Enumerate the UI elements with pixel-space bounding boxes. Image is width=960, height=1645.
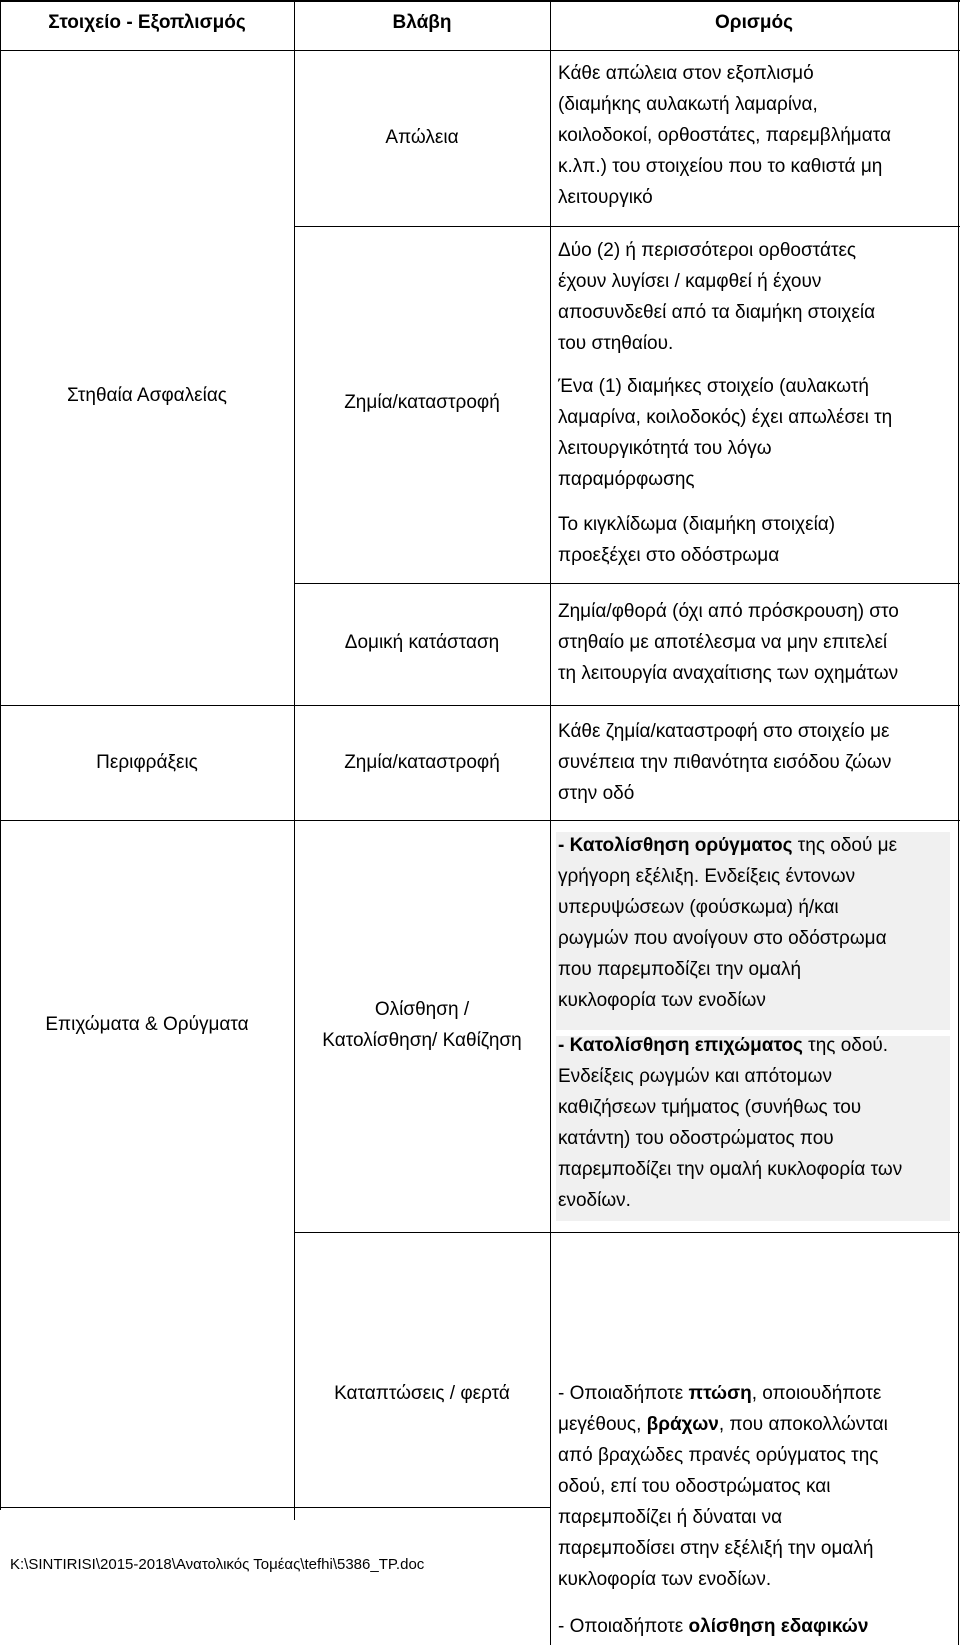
header-element: Στοιχείο - Εξοπλισμός bbox=[48, 12, 246, 33]
header-definition: Ορισμός bbox=[715, 12, 793, 33]
header-damage: Βλάβη bbox=[392, 12, 452, 33]
damage-rockfalls: Καταπτώσεις / φερτά bbox=[334, 1383, 510, 1404]
cut-slide-bold: - Κατολίσθηση ορύγματος bbox=[558, 835, 793, 856]
damage-slide-line2: Κατολίσθηση/ Καθίζηση bbox=[322, 1030, 522, 1051]
element-fences: Περιφράξεις bbox=[96, 752, 198, 773]
damage-structural: Δομική κατάσταση bbox=[344, 632, 500, 653]
damage-fences: Ζημία/καταστροφή bbox=[344, 752, 500, 773]
fill-slide-bold: - Κατολίσθηση επιχώματος bbox=[558, 1035, 803, 1056]
damage-loss: Απώλεια bbox=[385, 127, 459, 148]
damage-destruction: Ζημία/καταστροφή bbox=[344, 392, 500, 413]
element-guardrails: Στηθαία Ασφαλείας bbox=[67, 385, 227, 406]
damage-slide-line1: Ολίσθηση / bbox=[374, 999, 470, 1020]
element-embankments: Επιχώματα & Ορύγματα bbox=[45, 1014, 249, 1035]
footer-file-path: K:\SINTIRISI\2015-2018\Ανατολικός Τομέας\tefhi\5386_TP.doc bbox=[10, 1556, 425, 1573]
